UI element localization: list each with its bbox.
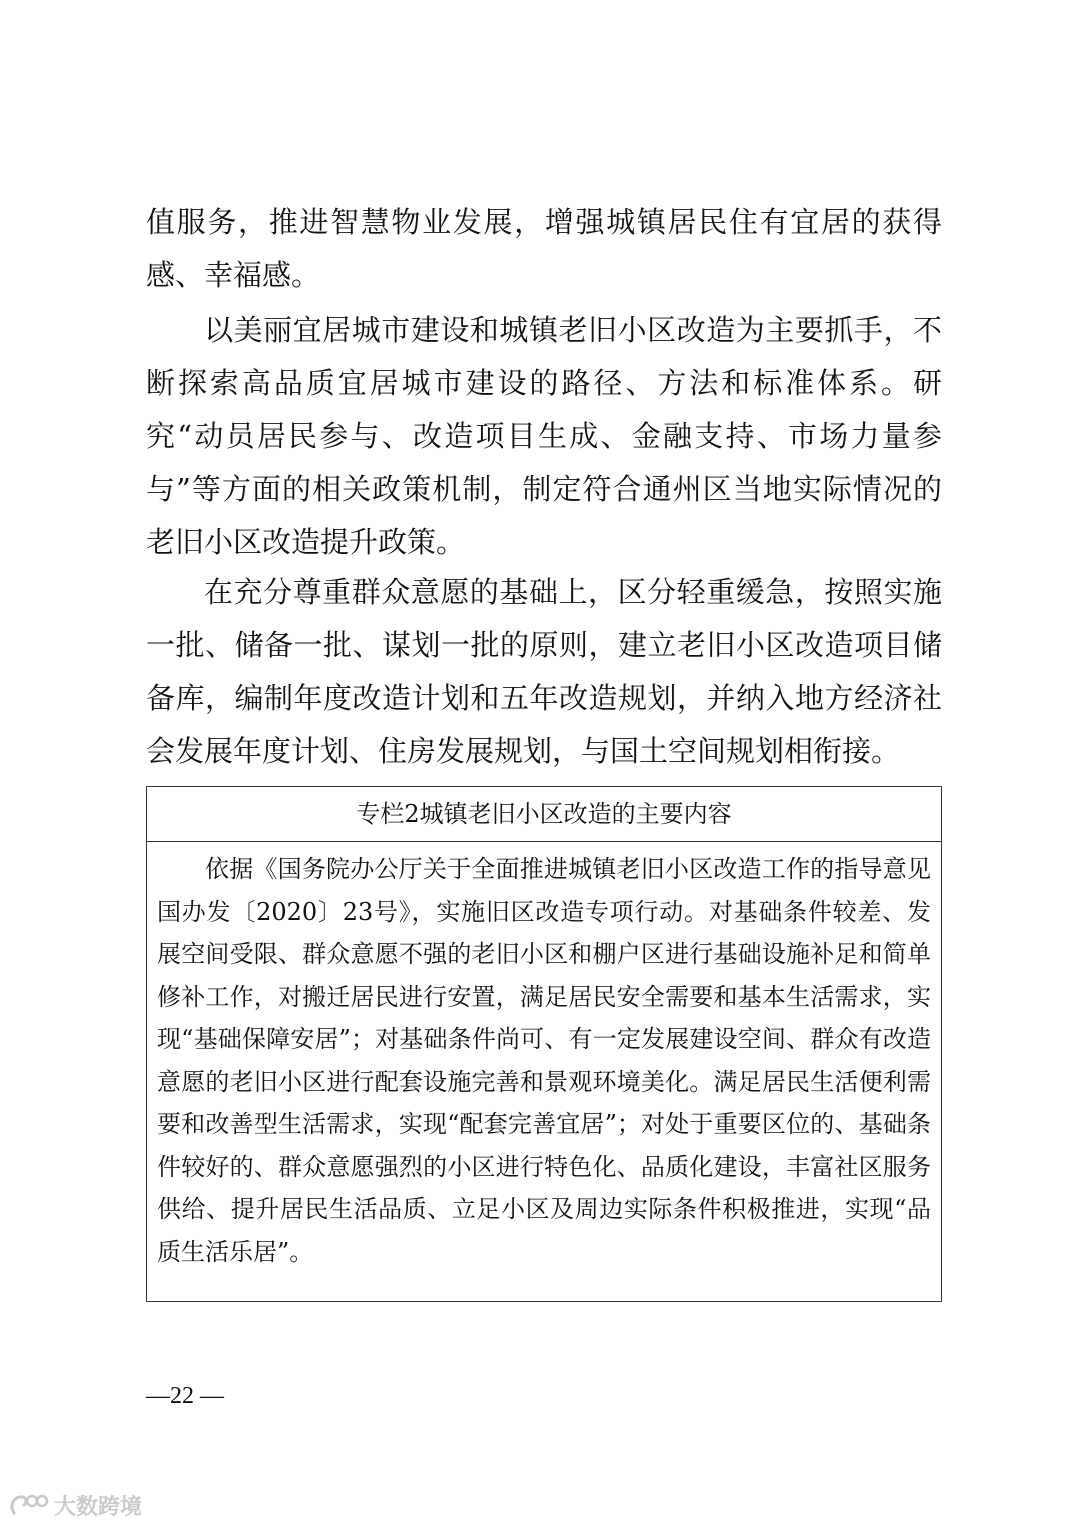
column-box — [146, 786, 942, 1302]
body-paragraph-3: 在充分尊重群众意愿的基础上，区分轻重缓急，按照实施一批、储备一批、谋划一批的原则，建立老旧小区改造项目储备库，编制年度改造计划和五年改造规划，并纳入地方经济社会发展年度计划、住房发展规划，与国土空间规划相衔接。 — [146, 575, 942, 768]
column-box-content: 依据《国务院办公厅关于全面推进城镇老旧小区改造工作的指导意见国办发〔2020〕23号》，实施旧区改造专项行动。对基础条件较差、发展空间受限、群众意愿不强的老旧小区和棚户区进行基础设施补足和简单修补工作，对搬迁居民进行安置，满足居民安全需要和基本生活需求，实现“基础保障安居”；对基础条件尚可、有一定发展建设空间、群众有改造意愿的老旧小区进行配套设施完善和景观环境美化。满足居民生活便利需要和改善型生活需求，实现“配套完善宜居”；对处于重要区位的、基础条件较好的、群众意愿强烈的小区进行特色化、品质化建设，丰富社区服务供给、提升居民生活品质、立足小区及周边实际条件积极推进，实现“品质生活乐居”。 — [157, 855, 931, 1266]
page-number: —22 — — [146, 1383, 224, 1409]
body-paragraph-2: 以美丽宜居城市建设和城镇老旧小区改造为主要抓手，不断探索高品质宜居城市建设的路径、方法和标准体系。研究“动员居民参与、改造项目生成、金融支持、市场力量参与”等方面的相关政策机制，制定符合通州区当地实际情况的老旧小区改造提升政策。 — [146, 313, 942, 559]
watermark-text: 大数跨境 — [54, 1495, 143, 1520]
column-box-title: 专栏2城镇老旧小区改造的主要内容 — [147, 787, 941, 842]
watermark-logo-icon — [8, 1493, 50, 1519]
watermark — [8, 1490, 142, 1521]
body-paragraph-1: 值服务，推进智慧物业发展，增强城镇居民住有宜居的获得感、幸福感。 — [146, 205, 942, 292]
